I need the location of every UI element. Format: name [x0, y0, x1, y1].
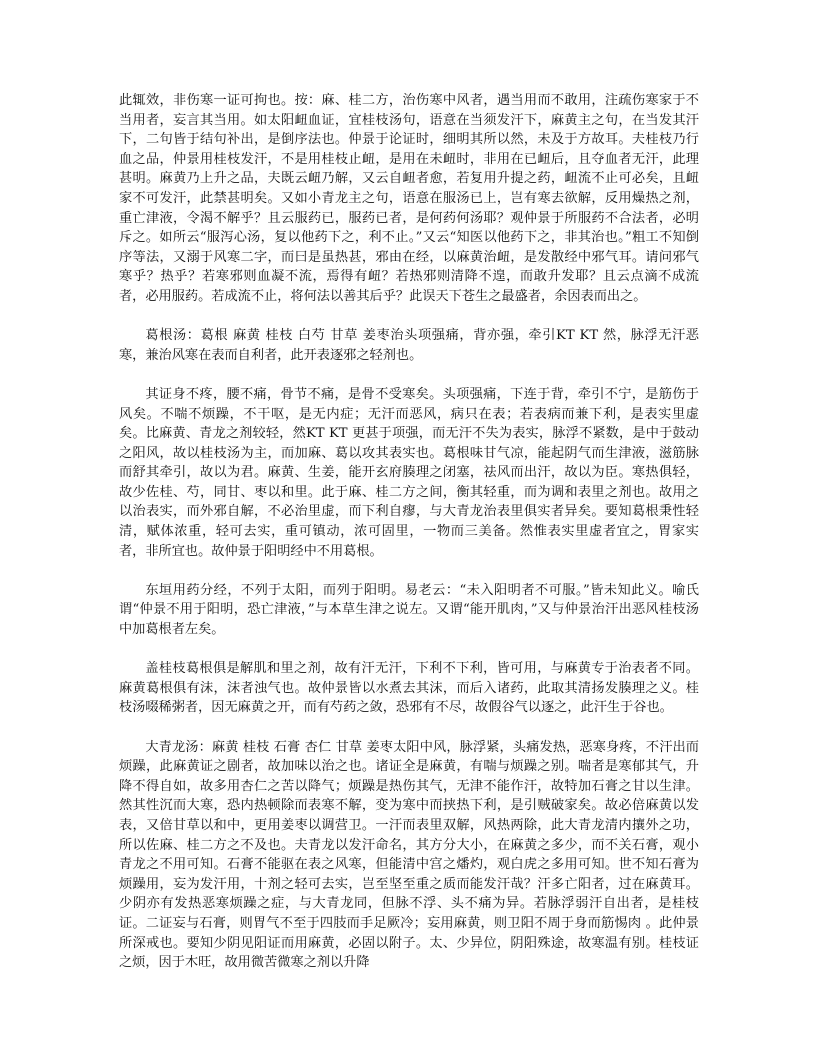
paragraph-2: 葛根汤：葛根 麻黄 桂枝 白芍 甘草 姜枣治头项强痛，背亦强，牵引KT KT 然，脉浮无汗恶寒，兼治风寒在表而自利者，此开表逐邪之轻剂也。: [119, 328, 699, 363]
paragraph-4: 东垣用药分经，不列于太阳，而列于阳明。易老云：“未入阳明者不可服。”皆未知此义。喻氏谓“仲景不用于阳明，恐亡津液，”与本草生津之说左。又谓“能开肌肉，”又与仲景治汗出恶风桂枝汤中加葛根者左矣。: [119, 582, 699, 638]
paragraph-5: 盖桂枝葛根俱是解肌和里之剂，故有汗无汗，下利不下利，皆可用，与麻黄专于治表者不同。麻黄葛根俱有沫，沫者浊气也。故仲景皆以水煮去其沫，而后入诸药，此取其清扬发腠理之义。桂枝汤啜稀粥者，因无麻黄之开，而有芍药之敛，恐邪有不尽，故假谷气以逐之，此汗生于谷也。: [119, 661, 699, 716]
paragraph-3: 其证身不疼，腰不痛，骨节不痛，是骨不受寒矣。头项强痛，下连于背，牵引不宁，是筋伤于风矣。不喘不烦躁，不干呕，是无内症；无汗而恶风，病只在表；若表病而兼下利，是表实里虚矣。比麻黄、青龙之剂较轻，然KT KT 更甚于项强，而无汗不失为表实，脉浮不紧数，是中于鼓动之阳风，故以桂枝汤为主，而加麻、葛以攻其表实也。葛根味甘气凉，能起阴气而生津液，滋筋脉而舒其牵引，故以为君。麻黄、生姜，能开玄府腠理之闭塞，祛风而出汗，故以为臣。寒热俱轻，故少佐桂、芍，同甘、枣以和里。此于麻、桂二方之间，衡其轻重，而为调和表里之剂也。故用之以治表实，而外邪自解，不必治里虚，而下利自瘳，与大青龙治表里俱实者异矣。要知葛根秉性轻清，赋体浓重，轻可去实，重可镇动，浓可固里，一物而三美备。然惟表实里虚者宜之，胃家实者，非所宜也。故仲景于阳明经中不用葛根。: [119, 386, 699, 559]
document-page: [119, 91, 699, 992]
paragraph-1: 此辄效，非伤寒一证可拘也。按：麻、桂二方，治伤寒中风者，遇当用而不敢用，注疏伤寒家于不当用者，妄言其当用。如太阳衄血证，宜桂枝汤句，语意在当须发汗下，麻黄主之句，在当发其汗下，二句皆于结句补出，是倒序法也。仲景于论证时，细明其所以然，未及于方故耳。夫桂枝乃行血之品，仲景用桂枝发汗，不是用桂枝止衄，是用在未衄时，非用在已衄后，且夺血者无汗，此理甚明。麻黄乃上升之品，夫既云衄乃解，又云自衄者愈，若复用升提之药，衄流不止可必矣，且衄家不可发汗，此禁甚明矣。又如小青龙主之句，语意在服汤已上，岂有寒去欲解，反用燥热之剂，重亡津液，令渴不解乎？且云服药已，服药已者，是何药何汤耶？观仲景于所服药不合法者，必明斥之。如所云“服泻心汤，复以他药下之，利不止。”又云“知医以他药下之，非其治也。”粗工不知倒序等法，又溺于风寒二字，而曰是虽热甚，邪由在经，以麻黄治衄，是发散经中邪气耳。请问邪气寒乎？热乎？若寒邪则血凝不流，焉得有衄？若热邪则清降不遑，而敢升发耶？且云点滴不成流者，必用服药。若成流不止，将何法以善其后乎？此误天下苍生之最盛者，余因表而出之。: [119, 93, 699, 304]
paragraph-6: 大青龙汤：麻黄 桂枝 石膏 杏仁 甘草 姜枣太阳中风，脉浮紧，头痛发热，恶寒身疼，不汗出而烦躁，此麻黄证之剧者，故加味以治之也。诸证全是麻黄，有喘与烦躁之别。喘者是寒郁其气，升降不得自如，故多用杏仁之苦以降气；烦躁是热伤其气，无津不能作汗，故特加石膏之甘以生津。然其性沉而大寒，恐内热顿除而表寒不解，变为寒中而挟热下利，是引贼破家矣。故必倍麻黄以发表，又倍甘草以和中，更用姜枣以调营卫。一汗而表里双解，风热两除，此大青龙清内攘外之功，所以佐麻、桂二方之不及也。夫青龙以发汗命名，其方分大小，在麻黄之多少，而不关石膏，观小青龙之不用可知。石膏不能驱在表之风寒，但能清中宫之燔灼，观白虎之多用可知。世不知石膏为烦躁用，妄为发汗用，十剂之轻可去实，岂至坚至重之质而能发汗哉？汗多亡阳者，过在麻黄耳。少阴亦有发热恶寒烦躁之症，与大青龙同，但脉不浮、头不痛为异。若脉浮弱汗自出者，是桂枝证。二证妄与石膏，则胃气不至于四肢而手足厥冷；妄用麻黄，则卫阳不周于身而筋惕肉 。此仲景所深戒也。要知少阴见阳证而用麻黄，必固以附子。太、少异位，阴阳殊途，故寒温有别。桂枝证之烦，因于木旺，故用微苦微寒之剂以升降: [119, 739, 699, 971]
